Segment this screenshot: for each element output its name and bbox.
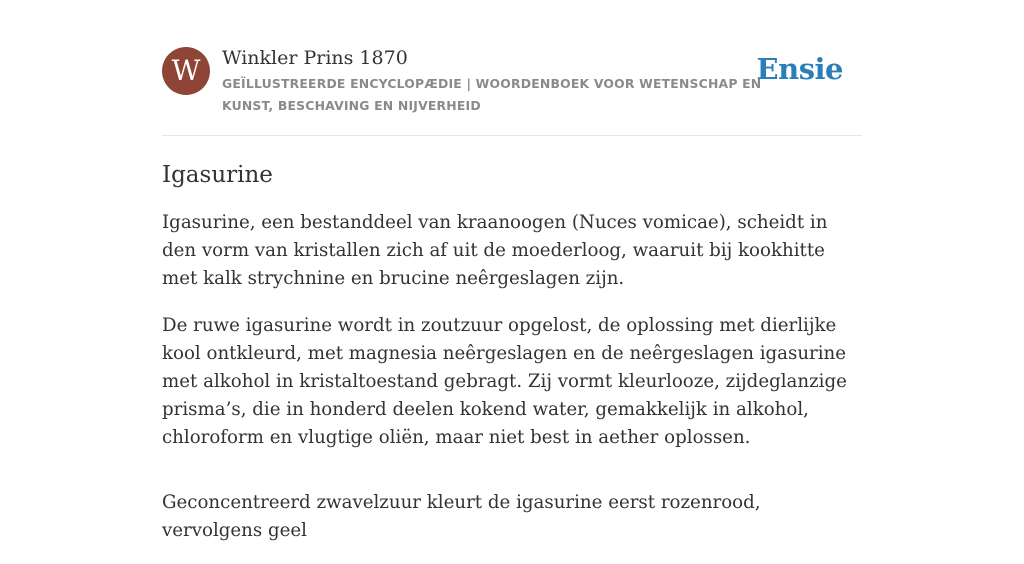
- source-header: [162, 0, 862, 136]
- entry-paragraph: De ruwe igasurine wordt in zoutzuur opgelost, de oplossing met dierlijke kool ontkleurd, met magnesia neêrgeslagen en de neêrgeslagen igasurine met alkohol in kristaltoestand gebragt. Zij vormt kleurlooze, zijdeglanzige prisma’s, die in honderd deelen kokend water, gemakkelijk in alkohol, chloroform en vlugtige oliën, maar niet best in aether oplossen.: [162, 315, 847, 448]
- entry-body: [162, 209, 862, 545]
- entry-title: Igasurine: [162, 162, 273, 188]
- source-title-link[interactable]: Winkler Prins 1870: [222, 47, 408, 69]
- source-avatar[interactable]: W: [162, 47, 210, 95]
- ensie-logo[interactable]: Ensie: [756, 52, 843, 86]
- source-subtitle: GEÏLLUSTREERDE ENCYCLOPÆDIE | WOORDENBOEK VOOR WETENSCHAP EN KUNST, BESCHAVING EN NIJVERHEID: [222, 76, 762, 113]
- entry-paragraph: Igasurine, een bestanddeel van kraanoogen (Nuces vomicae), scheidt in den vorm van kristallen zich af uit de moederloog, waaruit bij kookhitte met kalk strychnine en brucine neêrgeslagen zijn.: [162, 212, 828, 289]
- entry-paragraph: Geconcentreerd zwavelzuur kleurt de igasurine eerst rozenrood, vervolgens geel: [162, 492, 761, 541]
- content-column: [162, 0, 862, 564]
